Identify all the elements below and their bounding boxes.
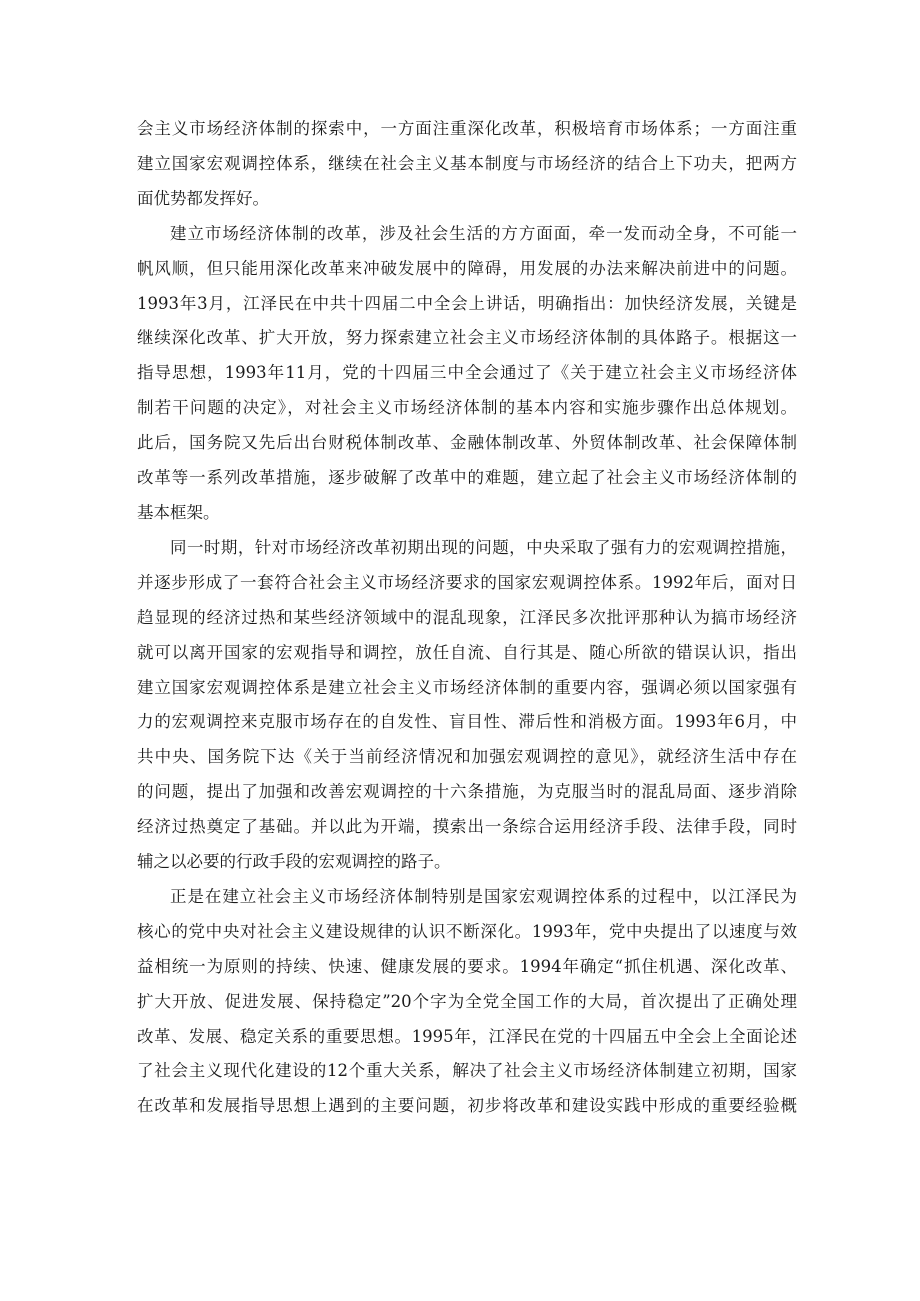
text-line: 此后，国务院又先后出台财税体制改革、金融体制改革、外贸体制改革、社会保障体制: [137, 433, 797, 453]
paragraph: [137, 880, 797, 1124]
text-line: 建立市场经济体制的改革，涉及社会生活的方方面面，牵一发而动全身，不可能一: [170, 223, 797, 243]
text-line: 改革等一系列改革措施，逐步破解了改革中的难题，建立起了社会主义市场经济体制的: [137, 468, 797, 488]
text-line: 同一时期，针对市场经济改革初期出现的问题，中央采取了强有力的宏观调控措施，: [170, 537, 797, 557]
text-line: 扩大开放、促进发展、保持稳定”20个字为全党全国工作的大局，首次提出了正确处理: [137, 991, 797, 1011]
document-body: [137, 112, 797, 1124]
text-line: 继续深化改革、扩大开放，努力探索建立社会主义市场经济体制的具体路子。根据这一: [137, 328, 797, 348]
paragraph: [137, 112, 797, 217]
text-line: 改革、发展、稳定关系的重要思想。1995年，江泽民在党的十四届五中全会上全面论述: [137, 1026, 797, 1046]
text-line: 1993年3月，江泽民在中共十四届二中全会上讲话，明确指出：加快经济发展，关键是: [137, 293, 797, 313]
text-line: 的问题，提出了加强和改善宏观调控的十六条措施，为克服当时的混乱局面、逐步消除: [137, 782, 797, 802]
text-line: 建立国家宏观调控体系是建立社会主义市场经济体制的重要内容，强调必须以国家强有: [137, 677, 797, 697]
text-line: 并逐步形成了一套符合社会主义市场经济要求的国家宏观调控体系。1992年后，面对日: [137, 572, 797, 592]
paragraph: [137, 217, 797, 531]
text-line: 制若干问题的决定》，对社会主义市场经济体制的基本内容和实施步骤作出总体规划。: [137, 398, 797, 418]
text-line: 会主义市场经济体制的探索中，一方面注重深化改革，积极培育市场体系；一方面注重: [137, 119, 797, 138]
text-line: 基本框架。: [137, 502, 220, 522]
text-line: 帆风顺，但只能用深化改革来冲破发展中的障碍，用发展的办法来解决前进中的问题。: [137, 258, 797, 278]
text-line: 力的宏观调控来克服市场存在的自发性、盲目性、滞后性和消极方面。1993年6月，中: [137, 712, 797, 732]
text-line: 核心的党中央对社会主义建设规律的认识不断深化。1993年，党中央提出了以速度与效: [137, 921, 797, 941]
text-line: 经济过热奠定了基础。并以此为开端，摸索出一条综合运用经济手段、法律手段，同时: [137, 817, 797, 837]
text-line: 建立国家宏观调控体系，继续在社会主义基本制度与市场经济的结合上下功夫，把两方: [137, 153, 797, 173]
text-line: 就可以离开国家的宏观指导和调控，放任自流、自行其是、随心所欲的错误认识，指出: [137, 642, 797, 662]
text-line: 了社会主义现代化建设的12个重大关系，解决了社会主义市场经济体制建立初期，国家: [137, 1061, 797, 1081]
text-line: 益相统一为原则的持续、快速、健康发展的要求。1994年确定“抓住机遇、深化改革、: [137, 956, 797, 976]
text-line: 面优势都发挥好。: [137, 188, 269, 208]
text-line: 辅之以必要的行政手段的宏观调控的路子。: [137, 852, 451, 872]
text-line: 共中央、国务院下达《关于当前经济情况和加强宏观调控的意见》，就经济生活中存在: [137, 747, 797, 767]
text-line: 正是在建立社会主义市场经济体制特别是国家宏观调控体系的过程中，以江泽民为: [170, 886, 797, 906]
text-line: 在改革和发展指导思想上遇到的主要问题，初步将改革和建设实践中形成的重要经验概: [137, 1096, 797, 1116]
text-line: 指导思想，1993年11月，党的十四届三中全会通过了《关于建立社会主义市场经济体: [137, 363, 797, 383]
paragraph: [137, 531, 797, 880]
text-line: 趋显现的经济过热和某些经济领域中的混乱现象，江泽民多次批评那种认为搞市场经济: [137, 607, 797, 627]
